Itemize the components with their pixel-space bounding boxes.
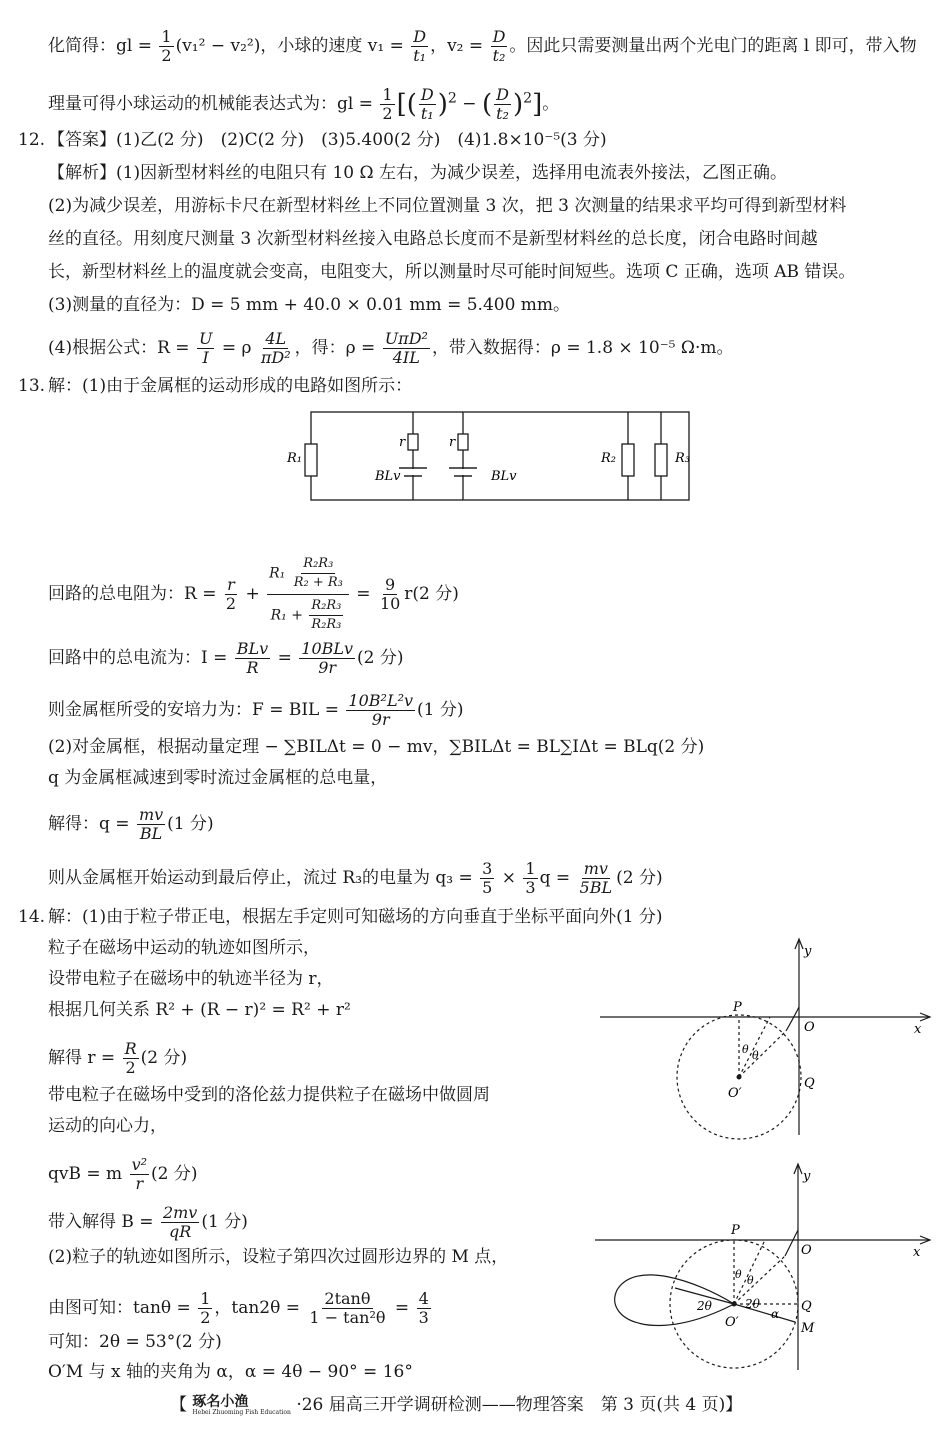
- q12-explain-3: 丝的直径。用刻度尺测量 3 次新型材料丝接入电路总长度而不是新型材料丝的总长度，闭合电路时间越: [48, 229, 818, 249]
- q13-number: 13.: [18, 376, 46, 396]
- fraction: $\frac{1}{2}$: [161, 27, 172, 65]
- q13-part2b: q 为金属框减速到零时流过金属框的总电量，: [48, 768, 388, 788]
- brand-logo: 琢名小渔 Hebei Zhuoming Fish Education: [192, 1393, 291, 1416]
- label-R2: R₂: [601, 451, 616, 466]
- svg-text:θ: θ: [735, 1268, 742, 1281]
- svg-text:y: y: [804, 944, 812, 959]
- svg-text:O: O: [804, 1020, 815, 1035]
- q13-intro: 解：(1)由于金属框的运动形成的电路如图所示：: [48, 376, 413, 396]
- q14-line-12: 可知：2θ = 53°(2 分): [48, 1332, 222, 1352]
- label-r: r: [399, 435, 406, 450]
- svg-text:O′: O′: [728, 1086, 742, 1101]
- svg-text:O: O: [801, 1243, 812, 1258]
- svg-text:θ: θ: [752, 1049, 759, 1062]
- q12-explain-4: 长，新型材料丝上的温度就会变高，电阻变大，所以测量时尽可能时间短些。选项 C 正确，选项 AB 错误。: [48, 262, 856, 282]
- fraction: $\frac{1}{2}$: [382, 85, 393, 123]
- q13-total-resistance: 回路的总电阻为：R = $\frac{r}{2}$ + R₁ $\frac{\text{R₂R₃}}{\text{R₂ + R₃}}$ R₁ + $\frac{\text{R₂R₃}}{\text{R₂R₃}}$ = $\frac{9}{10}$ r(2 分): [48, 556, 459, 632]
- label-BLv: BLv: [491, 469, 517, 484]
- svg-text:y: y: [803, 1169, 811, 1184]
- svg-text:α: α: [771, 1307, 780, 1321]
- q11-line-2: 理量可得小球运动的机械能表达式为：gl = $\frac{1}{2}$ [( $\frac{D}{\text{t₁}}$ )$^2$ − ( $\frac{D}{\text{t₂}}$ )$^2$]。: [48, 85, 560, 123]
- q14-line-1: 解：(1)由于粒子带正电，根据左手定则可知磁场的方向垂直于坐标平面向外(1 分): [48, 907, 663, 927]
- q13-force: 则金属框所受的安培力为：F = BIL = $\frac{\text{10B²L²v}}{9r}$ (1 分): [48, 691, 464, 729]
- svg-text:θ: θ: [747, 1274, 754, 1287]
- label-r: r: [449, 435, 456, 450]
- q11-line-1: 化简得：gl = $\frac{1}{2}$ (v₁² − v₂²)，小球的速度 v₁ = $\frac{D}{\text{t₁}}$ ，v₂ = $\frac{D}{\text{t₂}}$ 。因此只需要测量出两个光电门的距离 l 即可，带入物: [48, 27, 917, 65]
- q14-number: 14.: [18, 907, 46, 927]
- svg-text:M: M: [801, 1321, 815, 1336]
- q14-line-5: 解得 r = $\frac{R}{2}$ (2 分): [48, 1039, 188, 1077]
- q14-line-4: 根据几何关系 R² + (R − r)² = R² + r²: [48, 1000, 351, 1020]
- q12-explain-2: (2)为减少误差，用游标卡尺在新型材料丝上不同位置测量 3 次，把 3 次测量的结果求平均可得到新型材料: [48, 196, 847, 216]
- svg-text:P: P: [733, 1000, 742, 1015]
- q12-explain-5: (3)测量的直径为：D = 5 mm + 40.0 × 0.01 mm = 5.400 mm。: [48, 295, 571, 315]
- svg-text:P: P: [731, 1223, 740, 1238]
- q14-line-13: O′M 与 x 轴的夹角为 α，α = 4θ − 90° = 16°: [48, 1362, 413, 1382]
- q12-explain-1: 【解析】(1)因新型材料丝的电阻只有 10 Ω 左右，为减少误差，选择用电流表外接法，乙图正确。: [48, 163, 788, 183]
- q13-part2: (2)对金属框，根据动量定理 − ∑BILΔt = 0 − mv，∑BILΔt = BL∑IΔt = BLq(2 分): [48, 737, 705, 757]
- q14-line-3: 设带电粒子在磁场中的轨迹半径为 r，: [48, 969, 334, 989]
- q13-charge-R3: 则从金属框开始运动到最后停止，流过 R₃的电量为 q₃ = $\frac{3}{5}$ × $\frac{1}{3}$ q = $\frac{mv}{5BL}$ (2 分): [48, 859, 663, 897]
- svg-text:2θ: 2θ: [697, 1299, 712, 1313]
- label-BLv: BLv: [375, 469, 401, 484]
- q13-current: 回路中的总电流为：I = $\frac{\text{BLv}}{R}$ = $\frac{\text{10BLv}}{9r}$ (2 分): [48, 639, 404, 677]
- q12-number: 12.: [18, 130, 46, 150]
- svg-text:x: x: [913, 1245, 921, 1260]
- trajectory-figure-1: [600, 935, 940, 1145]
- q14-line-9: 带入解得 B = $\frac{2mv}{qR}$ (1 分): [48, 1203, 248, 1241]
- svg-text:θ: θ: [742, 1043, 749, 1056]
- q12-explain-6: (4)根据公式：R = $\frac{U}{I}$ = ρ $\frac{4L}{\text{πD²}}$ ，得：ρ = $\frac{\text{UπD²}}{4IL}$ ，带入数据得：ρ = 1.8 × 10⁻⁵ Ω·m。: [48, 329, 734, 367]
- q14-line-6: 带电粒子在磁场中受到的洛伦兹力提供粒子在磁场中做圆周: [48, 1085, 490, 1105]
- label-R1: R₁: [287, 451, 302, 466]
- q14-line-7: 运动的向心力，: [48, 1116, 167, 1136]
- label-R3: R₃: [675, 451, 690, 466]
- q13-solution-q: 解得：q = $\frac{mv}{BL}$ (1 分): [48, 805, 214, 843]
- q12-answer: 【答案】(1)乙(2 分) (2)C(2 分) (3)5.400(2 分) (4)1.8×10⁻⁵(3 分): [48, 130, 607, 150]
- fraction: $\frac{D}{\text{t₁}}$: [413, 27, 427, 65]
- svg-text:Q: Q: [804, 1076, 815, 1091]
- fraction: $\frac{D}{\text{t₂}}$: [492, 27, 506, 65]
- page-footer: 【 琢名小渔 Hebei Zhuoming Fish Education ·26 届高三开学调研检测——物理答案 第 3 页(共 4 页)】: [170, 1393, 743, 1416]
- q14-line-2: 粒子在磁场中运动的轨迹如图所示，: [48, 938, 320, 958]
- trajectory-figure-2: [595, 1160, 940, 1375]
- svg-text:2θ: 2θ: [745, 1297, 760, 1311]
- svg-text:Q: Q: [801, 1299, 812, 1314]
- circuit-diagram: [283, 408, 703, 504]
- q14-line-10: (2)粒子的轨迹如图所示，设粒子第四次过圆形边界的 M 点，: [48, 1247, 509, 1267]
- svg-text:x: x: [914, 1022, 922, 1037]
- svg-text:O′: O′: [725, 1315, 739, 1330]
- q14-line-8: qvB = m $\frac{\text{v²}}{r}$ (2 分): [48, 1155, 198, 1193]
- q14-line-11: 由图可知：tanθ = $\frac{1}{2}$ ，tan2θ = $\frac{2\tan\theta}{\text{1 − tan²θ}}$ = $\frac{4}{3}$: [48, 1289, 429, 1327]
